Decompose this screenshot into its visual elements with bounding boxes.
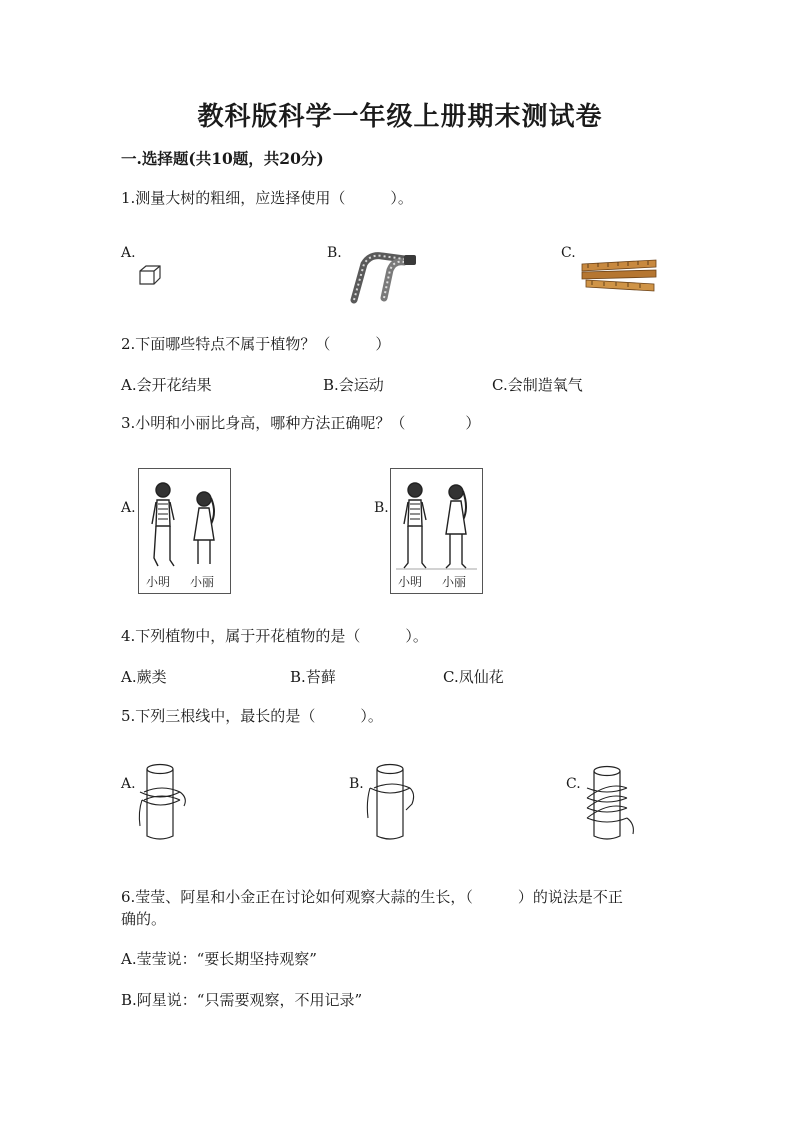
page-title: 教科版科学一年级上册期末测试卷 — [197, 102, 603, 132]
question-2-stem: 2.下面哪些特点不属于植物？（ ） — [121, 335, 391, 353]
question-3-stem: 3.小明和小丽比身高，哪种方法正确呢？（ ） — [121, 414, 481, 432]
question-4-option-c: C.凤仙花 — [443, 668, 504, 686]
height-compare-label-boy-a: 小明 — [146, 575, 171, 589]
tape-measure-icon — [340, 252, 420, 304]
question-5-option-b: B. — [349, 776, 364, 792]
folding-ruler-icon — [578, 258, 660, 296]
question-4-stem: 4.下列植物中，属于开花植物的是（ ）。 — [121, 627, 428, 645]
height-compare-picture-b — [390, 468, 483, 594]
question-1-option-a: A. — [121, 245, 136, 261]
question-5-option-c: C. — [566, 776, 581, 792]
cube-icon — [139, 264, 165, 286]
height-compare-label-girl-b: 小丽 — [442, 575, 467, 589]
height-compare-label-girl-a: 小丽 — [190, 575, 215, 589]
question-2-option-b: B.会运动 — [323, 376, 384, 394]
question-1-option-b: B. — [327, 245, 342, 261]
question-5-stem: 5.下列三根线中，最长的是（ ）。 — [121, 707, 383, 725]
question-3-option-b: B. — [374, 500, 389, 516]
question-6-stem-line-2: 确的。 — [121, 910, 167, 928]
height-compare-label-boy-b: 小明 — [398, 575, 423, 589]
question-6-option-a: A.莹莹说：“要长期坚持观察” — [121, 950, 317, 968]
question-1-stem: 1.测量大树的粗细，应选择使用（ ）。 — [121, 189, 413, 207]
question-2-option-a: A.会开花结果 — [121, 376, 212, 394]
question-1-option-c: C. — [561, 245, 576, 261]
question-5-option-a: A. — [121, 776, 136, 792]
question-2-option-c: C.会制造氧气 — [492, 376, 583, 394]
cylinder-string-icon — [583, 762, 639, 844]
cylinder-string-icon — [138, 762, 190, 844]
question-6-option-b: B.阿星说：“只需要观察，不用记录” — [121, 991, 363, 1009]
question-4-option-b: B.苔藓 — [290, 668, 336, 686]
question-6-stem-line-1: 6.莹莹、阿星和小金正在讨论如何观察大蒜的生长，（ ）的说法是不正 — [121, 888, 623, 906]
height-compare-picture-a — [138, 468, 231, 594]
cylinder-string-icon — [366, 762, 418, 844]
section-heading: 一.选择题(共10题，共20分) — [121, 149, 324, 168]
question-3-option-a: A. — [121, 500, 136, 516]
question-4-option-a: A.蕨类 — [121, 668, 167, 686]
